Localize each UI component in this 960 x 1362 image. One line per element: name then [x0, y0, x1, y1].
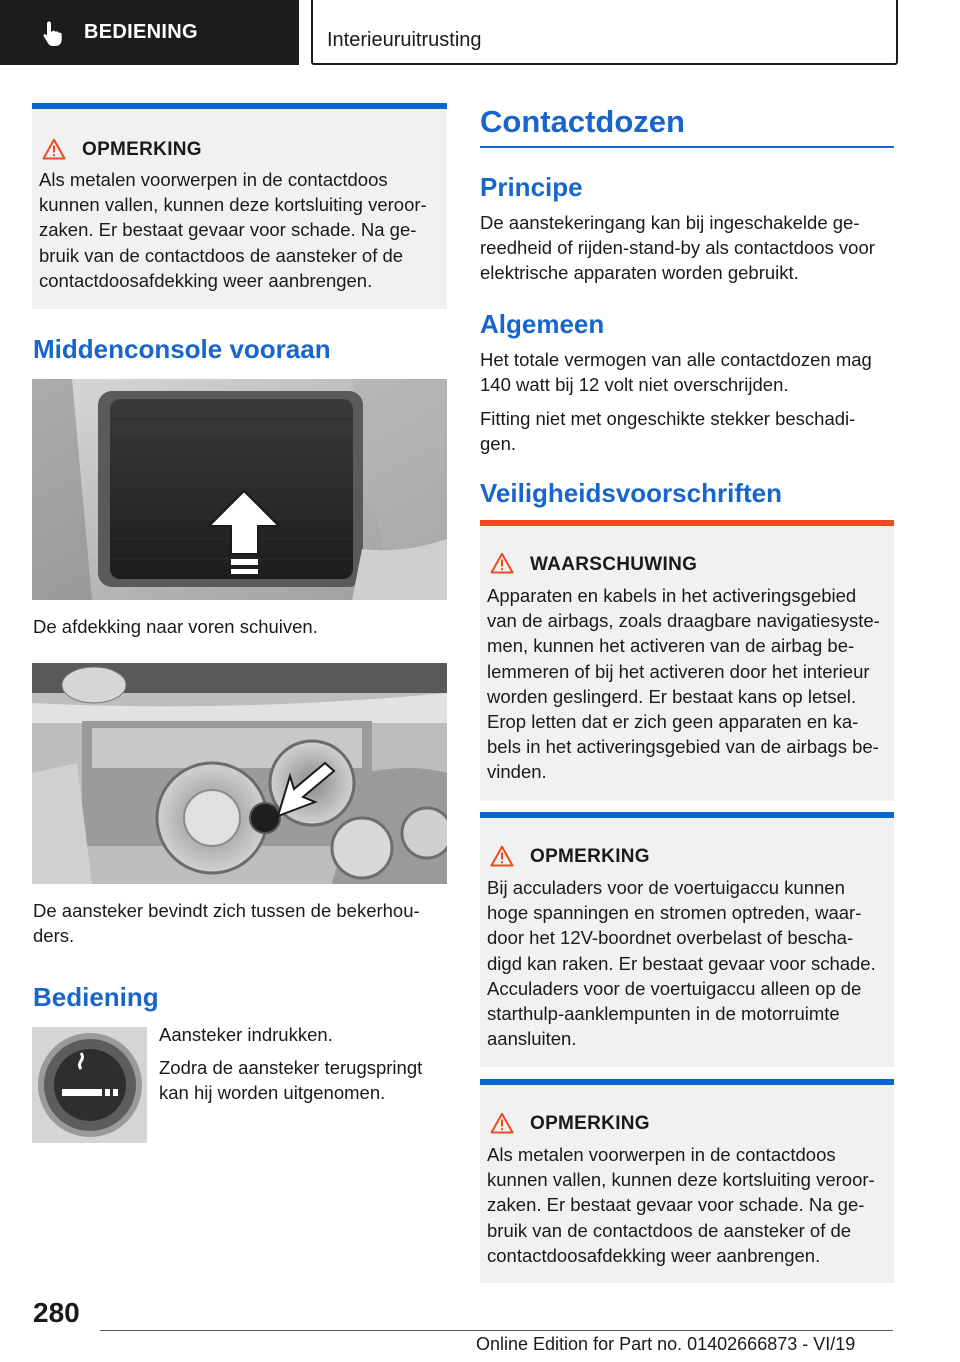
chapter-title: Interieuruitrusting: [327, 29, 482, 51]
general-text-1: Het totale vermogen van alle contactdozen mag 140 watt bij 12 volt niet overschrijden.: [480, 349, 872, 396]
notice-title: OPMERKING: [82, 139, 202, 160]
warning-title: WAARSCHUWING: [530, 554, 698, 575]
section-title: BEDIENING: [84, 21, 198, 43]
heading-safety: Veiligheidsvoorschriften: [480, 478, 782, 508]
lighter-location-photo: [32, 663, 447, 884]
section-heading-middle-console: Middenconsole vooraan: [33, 334, 331, 364]
general-text-2: Fitting niet met ongeschikte stekker beschadi- gen.: [480, 408, 856, 455]
lighter-icon-photo: [32, 1027, 147, 1143]
section-tab: [0, 0, 299, 65]
notice-title: OPMERKING: [530, 846, 650, 867]
warning-text: Apparaten en kabels in het activeringsgebied van de airbags, zoals draagbare navigatiesyste- men, kunnen het activeren van de airbag be- lemmeren of bij het activeren door het interieur worden geslingerd. Er bestaat kans op letsel. Erop letten dat er zich geen apparaten en ka- bels in het activeringsgebied van de airbags be- vinden.: [487, 585, 880, 783]
warning-triangle-icon: [490, 552, 514, 574]
hand-pointer-icon: [42, 20, 64, 46]
principle-text: De aanstekeringang kan bij ingeschakelde ge- reedheid of rijden-stand-by als contactdoos voor elektrische apparaten worden gebruikt.: [480, 212, 875, 284]
notice-text: Als metalen voorwerpen in de contactdoos kunnen vallen, kunnen deze kortsluiting veroor- zaken. Er bestaat gevaar voor schade. Na ge- bruik van de contactdoos de aansteker of de contactdoosafdekking weer aanbrengen.: [487, 1144, 875, 1266]
notice-text: Als metalen voorwerpen in de contactdoos kunnen vallen, kunnen deze kortsluiting veroor- zaken. Er bestaat gevaar voor schade. Na ge- bruik van de contactdoos de aansteker of de contactdoosafdekking weer aanbrengen.: [39, 169, 427, 291]
caption-slide-cover: De afdekking naar voren schuiven.: [33, 616, 318, 637]
notice-box-left: [32, 103, 447, 309]
page-title: Contactdozen: [480, 104, 685, 139]
caption-lighter-location: De aansteker bevindt zich tussen de bekerhou- ders.: [33, 900, 420, 947]
warning-triangle-icon: [490, 845, 514, 867]
footer-edition: Online Edition for Part no. 01402666873 - VI/19: [476, 1334, 856, 1354]
notice-box-charger: [480, 812, 894, 1067]
console-cover-photo: [32, 379, 447, 600]
page-number: 280: [33, 1297, 80, 1328]
title-rule: [480, 146, 894, 148]
notice-box-metal-objects: [480, 1079, 894, 1283]
footer-rule: [100, 1330, 893, 1331]
heading-general: Algemeen: [480, 309, 605, 339]
notice-text: Bij acculaders voor de voertuigaccu kunnen hoge spanningen en stromen optreden, waar- door het 12V-boordnet overbelast of bescha- digd kan raken. Er bestaat gevaar voor schade. Acculaders voor de voertuigaccu alleen op de starthulp-aanklempunten in de motorruimte aansluiten.: [487, 877, 876, 1050]
operation-text: Aansteker indrukken. Zodra de aansteker terugspringt kan hij worden uitgenomen.: [159, 1024, 423, 1104]
warning-triangle-icon: [42, 138, 66, 160]
section-heading-operation: Bediening: [33, 982, 159, 1012]
warning-triangle-icon: [490, 1112, 514, 1134]
chapter-header: [311, 0, 898, 65]
warning-box: [480, 520, 894, 801]
notice-title: OPMERKING: [530, 1113, 650, 1134]
heading-principle: Principe: [480, 172, 583, 202]
